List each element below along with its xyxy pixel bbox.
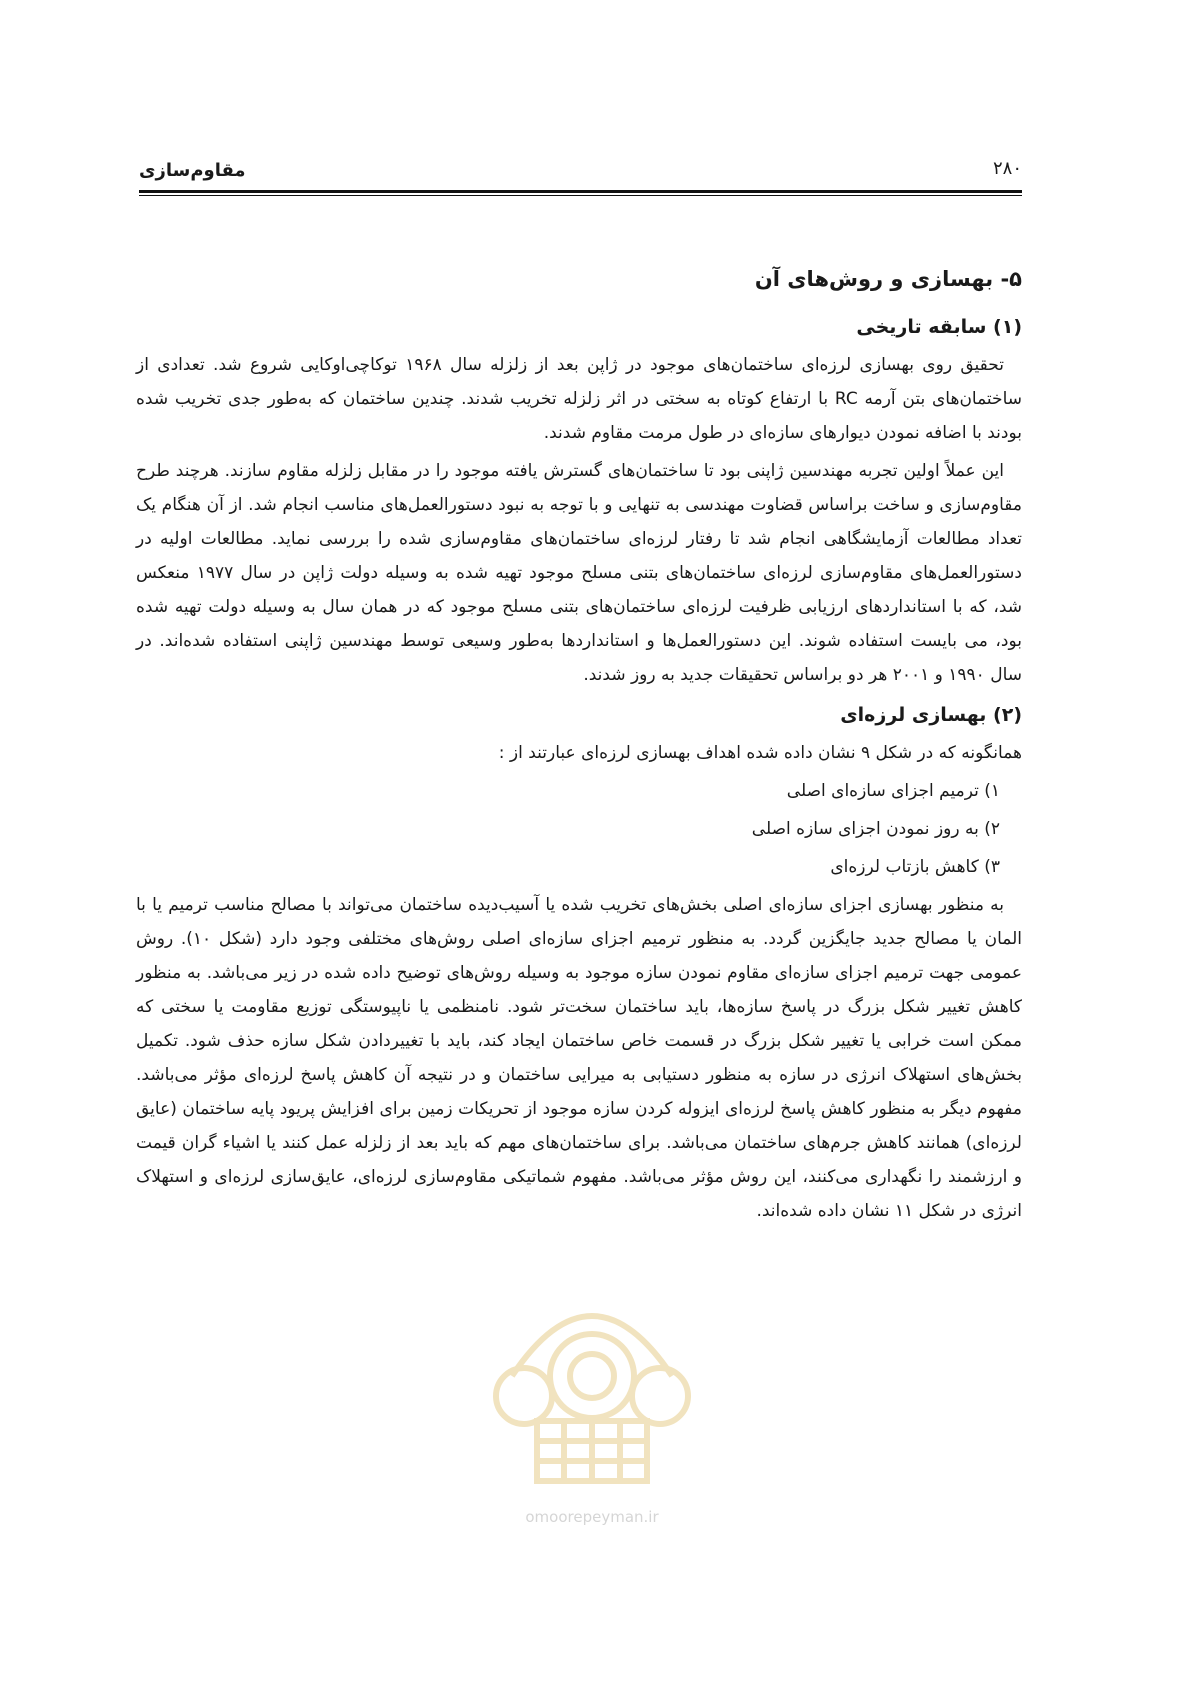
list-item: ۱) ترمیم اجزای سازه‌ای اصلی xyxy=(786,781,1000,801)
list-item: ۲) به روز نمودن اجزای سازه اصلی xyxy=(751,819,1000,839)
subsection-heading-history: (۱) سابقه تاریخی xyxy=(856,316,1022,338)
running-title: مقاوم‌سازی xyxy=(139,160,246,181)
page-header xyxy=(139,152,1022,196)
subsection-heading-seismic-retrofit: (۲) بهسازی لرزه‌ای xyxy=(840,704,1022,726)
header-rule-thin xyxy=(139,195,1022,196)
list-item: ۳) کاهش بازتاب لرزه‌ای xyxy=(830,857,1000,877)
page-number: ۲۸۰ xyxy=(992,158,1022,179)
section-heading: ۵- بهسازی و روش‌های آن xyxy=(754,267,1022,291)
watermark-url: omoorepeyman.ir xyxy=(525,1508,659,1526)
header-rule-thick xyxy=(139,190,1022,193)
paragraph-goals-intro: همانگونه که در شکل ۹ نشان داده شده اهداف بهسازی لرزه‌ای عبارتند از : xyxy=(498,743,1022,763)
goals-list xyxy=(136,774,1022,884)
page-body xyxy=(136,262,1022,1232)
watermark-logo xyxy=(462,1226,722,1526)
paragraph-retrofit-methods: به منظور بهسازی اجزای سازه‌ای اصلی بخش‌های تخریب شده یا آسیب‌دیده ساختمان می‌تواند با مصالح مناسب ترمیم یا با المان یا مصالح جدید جایگزین گردد. به منظور ترمیم اجزای سازه‌ای اصلی روش‌های مختلفی وجود دارد (شکل ۱۰). روش عمومی جهت ترمیم اجزای سازه‌ای مقاوم نمودن سازه موجود به وسیله روش‌های توضیح داده شده در زیر می‌باشد. به منظور کاهش تغییر شکل بزرگ در پاسخ سازه‌ها، باید ساختمان سخت‌تر شود. نامنظمی یا ناپیوستگی توزیع مقاومت یا سختی که ممکن است خرابی یا تغییر شکل بزرگ در قسمت خاص ساختمان ایجاد کند، باید با تغییردادن شکل سازه حذف شود. تکمیل بخش‌های استهلاک انرژی در سازه به منظور دستیابی به میرایی ساختمان و در نتیجه آن کاهش پاسخ لرزه‌ای مؤثر می‌باشد. مفهوم دیگر به منظور کاهش پاسخ لرزه‌ای ایزوله کردن سازه موجود از تحریکات زمین برای افزایش پریود پایه ساختمان (عایق لرزه‌ای) همانند کاهش جرم‌های ساختمان می‌باشد. برای ساختمان‌های مهم که باید بعد از زلزله عمل کنند یا اشیاء گران قیمت و ارزشمند را نگهداری می‌کنند، این روش مؤثر می‌باشد. مفهوم شماتیکی مقاوم‌سازی لرزه‌ای، عایق‌سازی لرزه‌ای و استهلاک انرژی در شکل ۱۱ نشان داده شده‌اند. xyxy=(136,895,1022,1221)
paragraph-history-1: تحقیق روی بهسازی لرزه‌ای ساختمان‌های موجود در ژاپن بعد از زلزله سال ۱۹۶۸ توکاچی‌اوکایی شروع شد. تعدادی از ساختمان‌های بتن آرمه RC با ارتفاع کوتاه به سختی در اثر زلزله تخریب شدند. چندین ساختمان که به‌طور جدی تخریب شده بودند با اضافه نمودن دیوارهای سازه‌ای در طول مرمت مقاوم شدند. xyxy=(136,355,1022,443)
paragraph-history-2: این عملاً اولین تجربه مهندسین ژاپنی بود تا ساختمان‌های گسترش یافته موجود را در مقابل زلزله مقاوم سازند. هرچند طرح مقاوم‌سازی و ساخت براساس قضاوت مهندسی به تنهایی و با توجه به نبود دستورالعمل‌های مناسب انجام شد. از آن هنگام یک تعداد مطالعات آزمایشگاهی انجام شد تا رفتار لرزه‌ای ساختمان‌های مقاوم‌سازی شده را بررسی نماید. مطالعات اولیه در دستورالعمل‌های مقاوم‌سازی لرزه‌ای ساختمان‌های بتنی مسلح موجود تهیه شده به وسیله دولت ژاپن در سال ۱۹۷۷ منعکس شد، که با استانداردهای ارزیابی ظرفیت لرزه‌ای ساختمان‌های بتنی مسلح موجود که در همان سال به وسیله دولت تهیه شده بود، می بایست استفاده شوند. این دستورالعمل‌ها و استانداردها به‌طور وسیعی توسط مهندسین ژاپنی استفاده شده‌اند. در سال ۱۹۹۰ و ۲۰۰۱ هر دو براساس تحقیقات جدید به روز شدند. xyxy=(136,461,1022,685)
watermark-seal-icon xyxy=(462,1226,722,1496)
